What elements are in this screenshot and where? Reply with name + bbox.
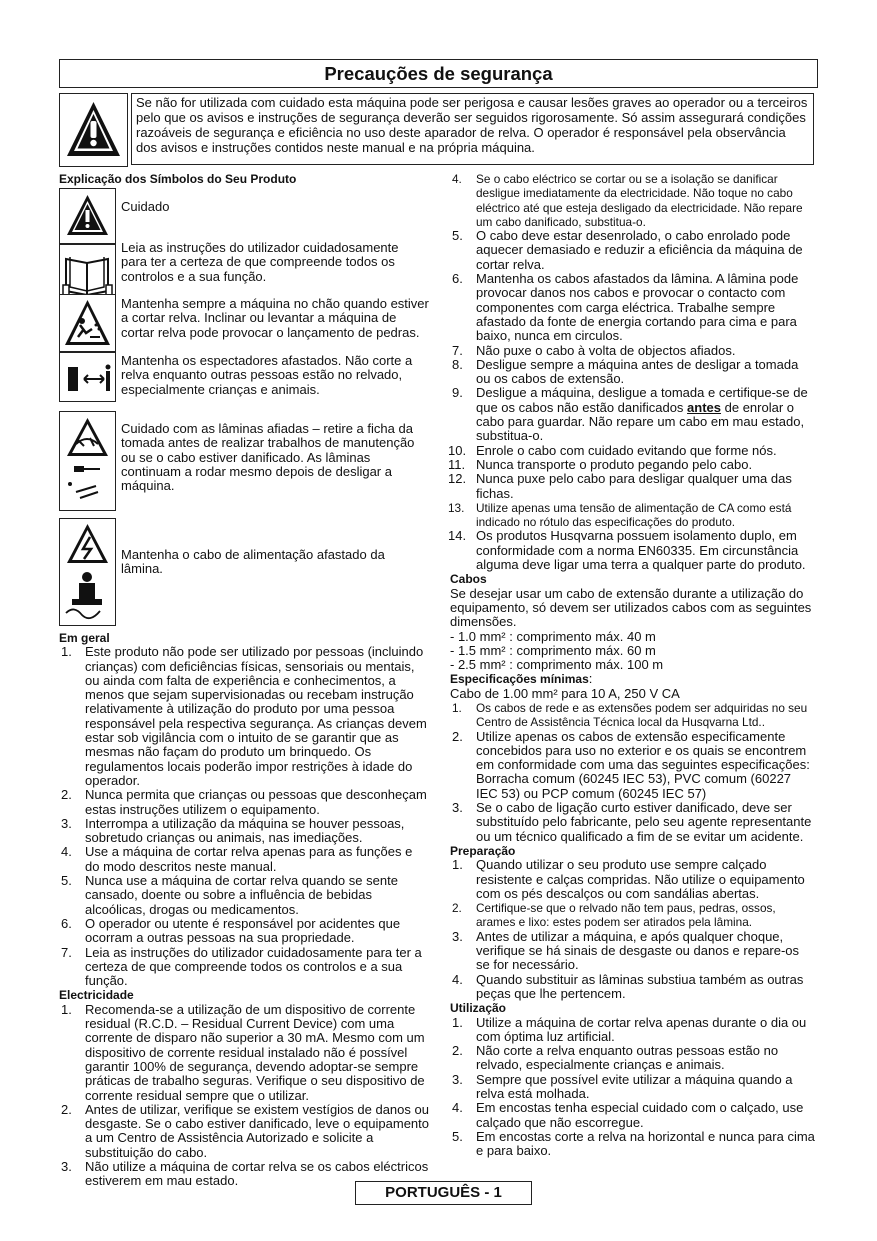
list-item: 3. Interrompa a utilização da máquina se houver pessoas, sobretudo crianças ou animais, nas imediações. — [61, 815, 405, 846]
caution-icon — [59, 188, 116, 244]
utilizacao-list — [450, 1016, 816, 1159]
list-item: 14. Os produtos Husqvarna possuem isolamento duplo, em conformidade com a norma EN60335. Em circunstância alguma deve ligar uma terra a qualquer parte do produto. — [448, 528, 806, 573]
symbol-bystanders-text: Mantenha os espectadores afastados. Não corte a relva enquanto outras pessoas estão no relvado, especialmente crianças e animais. — [121, 353, 413, 397]
warning-triangle-icon — [59, 93, 128, 167]
left-column — [59, 172, 429, 186]
geral-heading: Em geral — [59, 631, 110, 645]
list-item: 3. Não utilize a máquina de cortar relva se os cabos eléctricos estiverem em mau estado. — [61, 1158, 429, 1189]
utilizacao-heading: Utilização — [450, 1001, 507, 1016]
list-item: 3. Sempre que possível evite utilizar a máquina quando a relva está molhada. — [452, 1071, 793, 1101]
list-item: 5. Nunca use a máquina de cortar relva quando se sente cansado, doente ou sobre a influência de bebidas alcoólicas, drogas ou medicamentos. — [61, 873, 398, 917]
cabos-list — [450, 701, 816, 844]
list-item: 7. Leia as instruções do utilizador cuidadosamente para ter a certeza de que compreende todos os controlos e a sua função. — [61, 944, 422, 989]
read-manual-icon — [59, 244, 116, 300]
page-title: Precauções de segurança — [324, 63, 553, 84]
electricidade-list-right — [450, 172, 816, 572]
list-item: 7. Não puxe o cabo à volta de objectos afiados. — [452, 342, 736, 358]
right-column: 4. Se o cabo eléctrico se cortar ou se a isolação se danificar desligue imediatamente da electricidade. Não toque no cabo eléctrico até que esteja desligado da electricidade. Não repare um cabo danificado, substitua-o. 5. O cabo deve estar desenrolado, o cabo enrolado pode aquecer demasiado e reduzir a eficiência da máquina de cortar relva. 6. Mantenha os cabos afastados da lâmina. A lâmina pode provocar danos nos cabos e provocar o contacto com componentes com carga eléctrica. Trabalhe sempre afastado da fonte de energia cortando para cima e para baixo, nunca em circulos. 7. Não puxe o cabo à volta de objectos afiados. 8. Desligue sempre a máquina antes de desligar a tomada ou os cabos de extensão. 9. Desligue a máquina, desligue a tomada e certifique-se de que os cabos não estão danificados antes de enrolar o cabo para guardar. Não repare um cabo em mau estado, substitua-o. 10. Enrole o cabo com cuidado evitando que forme nós. 11. Nunca transporte o produto pegando pelo cabo. 12. Nunca puxe pelo cabo para desligar qualquer uma das fichas. 13. Utilize apenas uma tensão de alimentação de CA como está indicado no rótulo das especificações do produto. 14. Os produtos Husqvarna possuem isolamento duplo, em conformidade com a norma EN60335. Em circunstância alguma deve ligar uma terra a qualquer parte do produto. Cabos Se desejar usar um cabo de extensão durante a utilização do equipamento, só devem ser utilizados cabos com as seguintes dimensões. - 1.0 mm² : comprimento máx. 40 m - 1.5 mm² : comprimento máx. 60 m - 2.5 mm² : comprimento máx. 100 m Especificações mínimas: Cabo de 1.00 mm² para 10 A, 250 V CA 1. Os cabos de rede e as extensões podem ser adquiridas no seu Centro de Assistência Técnica local da Husqvarna Ltd.. 2. Utilize apenas os cabos de extensão especificamente concebidos para uso no exterior e os quais se encontrem em conformidade com uma das seguintes especificações: Borracha comum (60245 IEC 53), PVC comum (60227 IEC 53) ou PCP comum (60245 IEC 57) 3. Se o cabo de ligação curto estiver danificado, deve ser substituído pelo fabricante, pelo seu agente representante ou um técnico qualificado a fim de se evitar um acidente. Preparação 1. Quando utilizar o seu produto use sempre calçado resistente e calças compridas. Não utilize o equipamento com os pés descalços ou com sandálias abertas. 2. Certifique-se que o relvado não tem paus, pedras, ossos, arames e lixo: estes podem ser atirados pela lâmina. 3. Antes de utilizar a máquina, e após qualquer choque, verifique se há sinais de desgaste ou danos e repare-os se for necessário. 4. Quando substituir as lâminas substiua também as outras peças que lhe pertencem. Utilização 1. Utilize a máquina de cortar relva apenas durante o dia ou com óptima luz artificial. 2. Não corte a relva enquanto outras pessoas estão no relvado, especialmente crianças e animais. 3. Sempre que possível evite utilizar a máquina quando a relva está molhada. 4. Em encostas tenha especial cuidado com o calçado, use calçado que não escorregue. 5. Em encostas corte a relva na horizontal e nunca para cima e para baixo. — [448, 172, 815, 1159]
cabos-heading: Cabos — [450, 572, 487, 587]
electricidade-heading: Electricidade — [59, 988, 134, 1003]
geral-list — [59, 645, 429, 988]
list-item: 2. Não corte a relva enquanto outras pessoas estão no relvado, especialmente crianças e animais. — [452, 1043, 779, 1073]
symbol-cable-text: Mantenha o cabo de alimentação afastado da lâmina. — [121, 547, 385, 577]
bystanders-icon — [59, 352, 116, 402]
preparacao-heading: Preparação — [450, 843, 516, 858]
cabos-dim-2: - 1.5 mm² : comprimento máx. 60 m — [450, 642, 656, 658]
list-item: 8. Desligue sempre a máquina antes de desligar a tomada ou os cabos de extensão. — [452, 356, 799, 387]
list-item: 1. Recomenda-se a utilização de um dispositivo de corrente residual (R.C.D. – Residual Current Device) com uma corrente de disparo não superior a 30 mA. Mesmo com um dispositivo de corrente residual instalado não é possível garantir 100% de segurança, devendo adoptar-se sempre práticas de trabalho seguras. Verifique o seu dispositivo de corrente residual sempre que o utilizar. — [61, 1001, 425, 1103]
list-item: 4. Em encostas tenha especial cuidado com o calçado, use calçado que não escorregue. — [452, 1100, 804, 1130]
warning-intro — [59, 93, 816, 166]
list-item: 13. Utilize apenas uma tensão de alimentação de CA como está indicado no rótulo das especificações do produto. — [448, 500, 792, 530]
bold-antes: antes — [687, 399, 722, 415]
list-item: 1. Este produto não pode ser utilizado por pessoas (incluindo crianças) com deficiências físicas, sensoriais ou mentais, ou ainda com falta de experiência e conhecimentos, a menos que sejam supervisionadas ou recebam instrução relativamente à utilização do produto por uma pessoa responsável pela respectiva segurança. As crianças devem estar sob vigilância com o intuito de se garantir que as mesmas não façam do produto um brinquedo. Os regulamentos locais poderão impor restrições à idade do operador. — [61, 644, 427, 788]
list-item: 1. Quando utilizar o seu produto use sempre calçado resistente e calças compridas. Não utilize o equipamento com os pés descalços ou com sandálias abertas. — [452, 857, 805, 901]
symbol-sharp-blades-text: Cuidado com as lâminas afiadas – retire a ficha da tomada antes de realizar trabalhos de manutenção ou se o cabo estiver danificado. As lâminas continuam a rodar mesmo depois de desligar a máquina. — [121, 421, 415, 494]
electricidade-list-left — [59, 1003, 429, 1189]
preparacao-list — [450, 858, 816, 1001]
cabos-dim-3: - 2.5 mm² : comprimento máx. 100 m — [450, 657, 664, 673]
thrown-objects-icon — [59, 294, 116, 352]
list-item: 4. Use a máquina de cortar relva apenas para as funções e do modo descritos neste manual. — [61, 844, 413, 874]
list-item: 2. Antes de utilizar, verifique se existem vestígios de danos ou desgaste. Se o cabo estiver danificado, leve o equipamento a um Centro de Assistência Autorizado e solicite a substituição do cabo. — [61, 1101, 430, 1160]
list-item: 4. Se o cabo eléctrico se cortar ou se a isolação se danificar desligue imediatamente da electricidade. Não toque no cabo eléctrico até que esteja desligado da electricidade. Não repare um cabo danificado, substitua-o. — [452, 172, 803, 229]
list-item: 9. Desligue a máquina, desligue a tomada e certifique-se de que os cabos não estão danificados antes de enrolar o cabo para guardar. Não repare um cabo em mau estado, substitua-o. — [452, 385, 808, 444]
cabos-text: Se desejar usar um cabo de extensão durante a utilização do equipamento, só devem ser utilizados cabos com as seguintes dimensões. — [450, 585, 812, 630]
symbols-section — [59, 186, 429, 626]
symbol-read-manual-text: Leia as instruções do utilizador cuidadosamente para ter a certeza de que compreende todos os controlos e a sua função. — [121, 240, 399, 284]
symbol-caution-text: Cuidado — [121, 199, 170, 214]
list-item: 2. Nunca permita que crianças ou pessoas que desconheçam estas instruções utilizem o equipamento. — [61, 787, 427, 817]
title-box — [59, 59, 818, 88]
list-item: 11. Nunca transporte o produto pegando pelo cabo. — [448, 456, 753, 472]
page-footer: PORTUGUÊS - 1 — [355, 1181, 532, 1205]
left-lower-column — [59, 631, 429, 1189]
list-item: 5. O cabo deve estar desenrolado, o cabo enrolado pode aquecer demasiado e reduzir a eficiência da máquina de cortar relva. — [452, 228, 803, 272]
list-item: 5. Em encostas corte a relva na horizontal e nunca para cima e para baixo. — [452, 1128, 815, 1159]
intro-text: Se não for utilizada com cuidado esta máquina pode ser perigosa e causar lesões graves ao operador ou a terceiros pelo que os avisos e instruções de segurança deverão ser seguidos rigorosamente. Só assim assegurará condições razoáveis de segurança e eficiência no uso deste aparador de relva. O operador é responsável pela observância dos avisos e instruções contidos neste manual e na própria máquina. — [131, 93, 814, 165]
list-item: 1. Os cabos de rede e as extensões podem ser adquiridas no seu Centro de Assistência Técnica local da Husqvarna Ltd.. — [452, 700, 808, 730]
list-item: 12. Nunca puxe pelo cabo para desligar qualquer uma das fichas. — [448, 471, 792, 501]
symbol-thrown-objects-text: Mantenha sempre a máquina no chão quando estiver a cortar relva. Inclinar ou levantar a máquina de cortar relva pode provocar o lançamento de pedras. — [121, 296, 429, 340]
list-item: 10. Enrole o cabo com cuidado evitando que forme nós. — [448, 442, 777, 458]
list-item: 1. Utilize a máquina de cortar relva apenas durante o dia ou com óptima luz artificial. — [452, 1014, 807, 1044]
spec-text: Cabo de 1.00 mm² para 10 A, 250 V CA — [450, 685, 680, 701]
list-item: 2. Utilize apenas os cabos de extensão especificamente concebidos para uso no exterior e os quais se encontrem em conformidade com uma das seguintes especificações: Borracha comum (60245 IEC 53), PVC comum (60227 IEC 53) ou PCP comum (60245 IEC 57) — [452, 728, 810, 801]
list-item: 4. Quando substituir as lâminas substiua também as outras peças que lhe pertencem. — [452, 971, 804, 1001]
symbols-heading: Explicação dos Símbolos do Seu Produto — [59, 172, 297, 186]
cabos-dim-1: - 1.0 mm² : comprimento máx. 40 m — [450, 628, 656, 644]
list-item: 6. Mantenha os cabos afastados da lâmina. A lâmina pode provocar danos nos cabos e provocar o contacto com componentes com carga eléctrica. Trabalhe sempre afastado da fonte de energia cortando para cima e para baixo, nunca em circulos. — [452, 271, 799, 344]
spec-heading: Especificações mínimas — [450, 672, 589, 687]
sharp-blades-icon — [59, 411, 116, 511]
cable-away-icon — [59, 518, 116, 626]
list-item: 6. O operador ou utente é responsável por acidentes que ocorram a outras pessoas na sua propriedade. — [61, 915, 401, 946]
list-item: 3. Antes de utilizar a máquina, e após qualquer choque, verifique se há sinais de desgaste ou danos e repare-os se for necessário. — [452, 928, 800, 973]
list-item: 3. Se o cabo de ligação curto estiver danificado, deve ser substituído pelo fabricante, pelo seu agente representante ou um técnico qualificado a fim de se evitar um acidente. — [452, 800, 812, 844]
list-item: 2. Certifique-se que o relvado não tem paus, pedras, ossos, arames e lixo: estes podem ser atirados pela lâmina. — [452, 901, 776, 930]
